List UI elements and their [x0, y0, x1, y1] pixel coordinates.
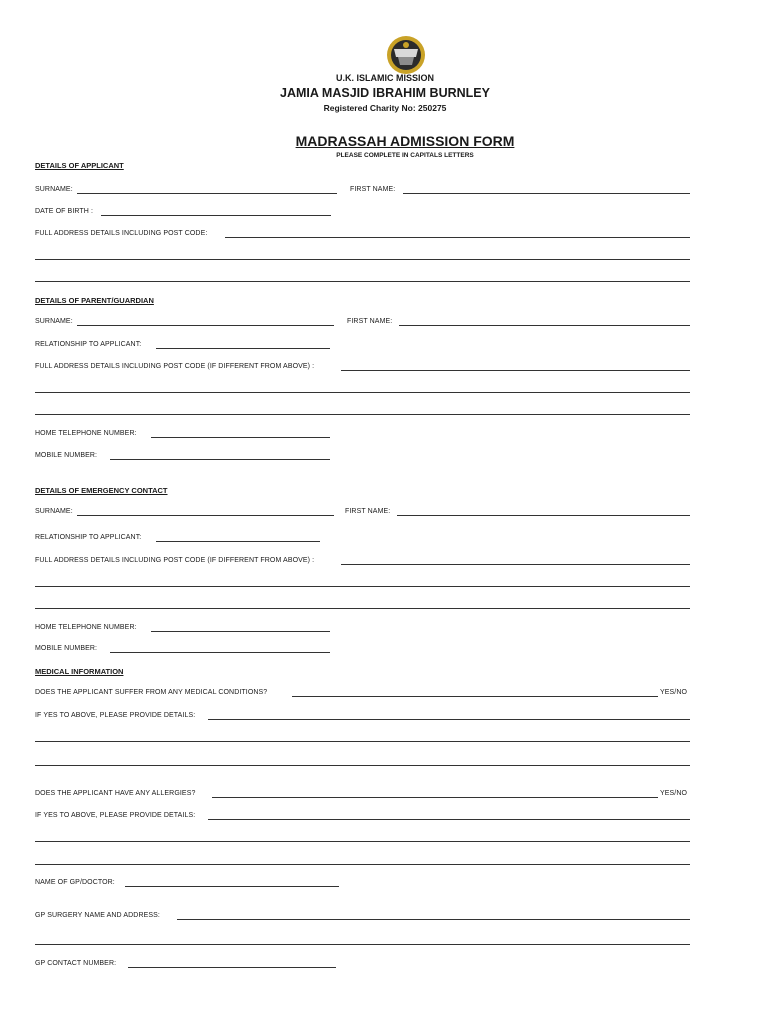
medical-details-line-3[interactable]	[35, 765, 690, 766]
gp-contact-field[interactable]	[128, 967, 336, 968]
emergency-home-phone-field[interactable]	[151, 631, 330, 632]
section-medical-heading: MEDICAL INFORMATION	[35, 667, 124, 676]
gp-name-field[interactable]	[125, 886, 339, 887]
parent-surname-label: SURNAME:	[35, 318, 73, 325]
emergency-first-name-field[interactable]	[397, 515, 690, 516]
applicant-surname-label: SURNAME:	[35, 186, 73, 193]
parent-first-name-label: FIRST NAME:	[347, 318, 393, 325]
emergency-address-label: FULL ADDRESS DETAILS INCLUDING POST CODE (IF DIFFERENT FROM ABOVE) :	[35, 557, 315, 564]
parent-address-label: FULL ADDRESS DETAILS INCLUDING POST CODE (IF DIFFERENT FROM ABOVE) :	[35, 363, 315, 370]
medical-details-field[interactable]	[208, 719, 690, 720]
emergency-surname-field[interactable]	[77, 515, 334, 516]
parent-address-line-2[interactable]	[35, 392, 690, 393]
section-parent-heading: DETAILS OF PARENT/GUARDIAN	[35, 296, 154, 305]
emergency-relationship-label: RELATIONSHIP TO APPLICANT:	[35, 534, 142, 541]
gp-contact-label: GP CONTACT NUMBER:	[35, 960, 117, 967]
gp-surgery-field[interactable]	[177, 919, 690, 920]
allergies-details-line-2[interactable]	[35, 841, 690, 842]
section-emergency-heading: DETAILS OF EMERGENCY CONTACT	[35, 486, 168, 495]
emergency-address-line-2[interactable]	[35, 586, 690, 587]
gp-surgery-label: GP SURGERY NAME AND ADDRESS:	[35, 912, 160, 919]
mission-logo	[386, 35, 426, 75]
parent-home-phone-field[interactable]	[151, 437, 330, 438]
applicant-surname-field[interactable]	[77, 193, 337, 194]
allergies-details-field[interactable]	[208, 819, 690, 820]
parent-mobile-field[interactable]	[110, 459, 330, 460]
applicant-dob-field[interactable]	[101, 215, 331, 216]
medical-details-label: IF YES TO ABOVE, PLEASE PROVIDE DETAILS:	[35, 712, 196, 719]
allergies-label: DOES THE APPLICANT HAVE ANY ALLERGIES?	[35, 790, 196, 797]
allergies-details-line-3[interactable]	[35, 864, 690, 865]
emergency-relationship-field[interactable]	[156, 541, 320, 542]
parent-surname-field[interactable]	[77, 325, 334, 326]
parent-address-line-3[interactable]	[35, 414, 690, 415]
allergies-details-label: IF YES TO ABOVE, PLEASE PROVIDE DETAILS:	[35, 812, 196, 819]
allergies-field[interactable]	[212, 797, 658, 798]
emergency-address-line-3[interactable]	[35, 608, 690, 609]
mosque-name: JAMIA MASJID IBRAHIM BURNLEY	[280, 86, 490, 100]
applicant-address-field[interactable]	[225, 237, 690, 238]
emergency-mobile-field[interactable]	[110, 652, 330, 653]
medical-conditions-yes-no: YES/NO	[660, 689, 688, 696]
parent-mobile-label: MOBILE NUMBER:	[35, 452, 98, 459]
applicant-dob-label: DATE OF BIRTH :	[35, 208, 94, 215]
applicant-address-label: FULL ADDRESS DETAILS INCLUDING POST CODE:	[35, 230, 208, 237]
applicant-address-line-2[interactable]	[35, 259, 690, 260]
emergency-first-name-label: FIRST NAME:	[345, 508, 391, 515]
applicant-first-name-field[interactable]	[403, 193, 690, 194]
parent-home-phone-label: HOME TELEPHONE NUMBER:	[35, 430, 137, 437]
emergency-surname-label: SURNAME:	[35, 508, 73, 515]
gp-surgery-line-2[interactable]	[35, 944, 690, 945]
charity-number: Registered Charity No: 250275	[323, 103, 447, 113]
parent-address-field[interactable]	[341, 370, 690, 371]
parent-relationship-field[interactable]	[156, 348, 330, 349]
allergies-yes-no: YES/NO	[660, 790, 688, 797]
gp-name-label: NAME OF GP/DOCTOR:	[35, 879, 115, 886]
form-title: MADRASSAH ADMISSION FORM	[295, 133, 515, 149]
medical-details-line-2[interactable]	[35, 741, 690, 742]
parent-first-name-field[interactable]	[399, 325, 690, 326]
section-applicant-heading: DETAILS OF APPLICANT	[35, 161, 124, 170]
applicant-first-name-label: FIRST NAME:	[350, 186, 396, 193]
organisation-name: U.K. ISLAMIC MISSION	[335, 73, 434, 83]
form-subtitle: PLEASE COMPLETE IN CAPITALS LETTERS	[336, 152, 474, 159]
parent-relationship-label: RELATIONSHIP TO APPLICANT:	[35, 341, 142, 348]
emergency-home-phone-label: HOME TELEPHONE NUMBER:	[35, 624, 137, 631]
emergency-mobile-label: MOBILE NUMBER:	[35, 645, 98, 652]
medical-conditions-label: DOES THE APPLICANT SUFFER FROM ANY MEDICAL CONDITIONS?	[35, 689, 268, 696]
applicant-address-line-3[interactable]	[35, 281, 690, 282]
medical-conditions-field[interactable]	[292, 696, 658, 697]
emergency-address-field[interactable]	[341, 564, 690, 565]
